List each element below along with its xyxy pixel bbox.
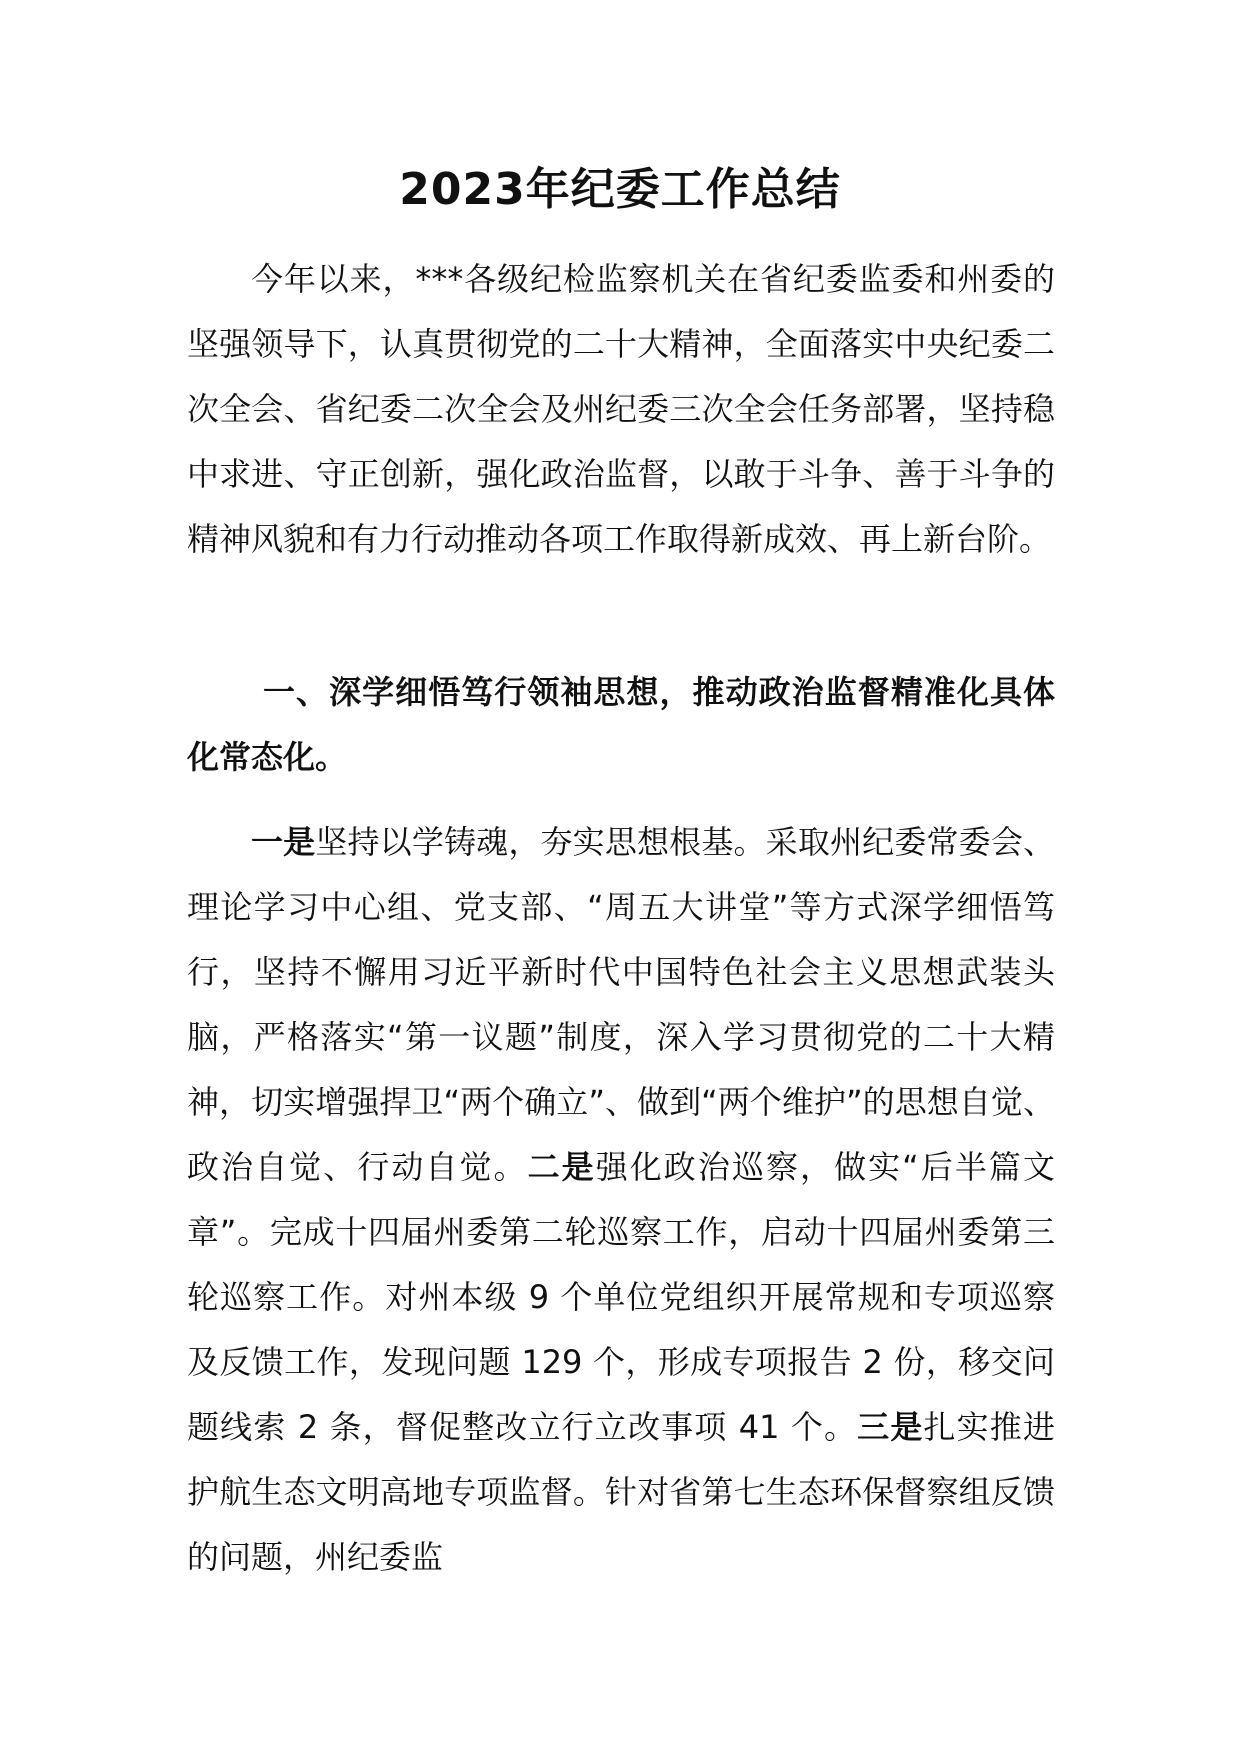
point-marker-1: 一是 — [251, 823, 316, 861]
section-body-paragraph — [187, 810, 1055, 1590]
point-text-3: 扎实推进护航生态文明高地专项监督。针对省第七生态环保督察组反馈的问题，州纪委监 — [187, 1408, 1055, 1576]
point-marker-3: 三是 — [857, 1408, 924, 1446]
point-text-1: 坚持以学铸魂，夯实思想根基。采取州纪委常委会、理论学习中心组、党支部、“周五大讲堂”等方式深学细悟笃行，坚持不懈用习近平新时代中国特色社会主义思想武装头脑，严格落实“第一议题”制度，深入学习贯彻党的二十大精神，切实增强捍卫“两个确立”、做到“两个维护”的思想自觉、政治自觉、行动自觉。 — [187, 823, 1055, 1186]
section-heading: 一、深学细悟笃行领袖思想，推动政治监督精准化具体化常态化。 — [187, 673, 1055, 776]
point-marker-2: 二是 — [527, 1148, 596, 1186]
intro-paragraph: 今年以来，***各级纪检监察机关在省纪委监委和州委的坚强领导下，认真贯彻党的二十大精神，全面落实中央纪委二次全会、省纪委二次全会及州纪委三次全会任务部署，坚持稳中求进、守正创新，强化政治监督，以敢于斗争、善于斗争的精神风貌和有力行动推动各项工作取得新成效、再上新台阶。 — [187, 260, 1055, 558]
point-text-2: 强化政治巡察，做实“后半篇文章”。完成十四届州委第二轮巡察工作，启动十四届州委第三轮巡察工作。对州本级 9 个单位党组织开展常规和专项巡察及反馈工作，发现问题 129 个，形成专项报告 2 份，移交问题线索 2 条，督促整改立行立改事项 41 个。 — [187, 1148, 1055, 1446]
document-title: 2023年纪委工作总结 — [399, 164, 841, 215]
